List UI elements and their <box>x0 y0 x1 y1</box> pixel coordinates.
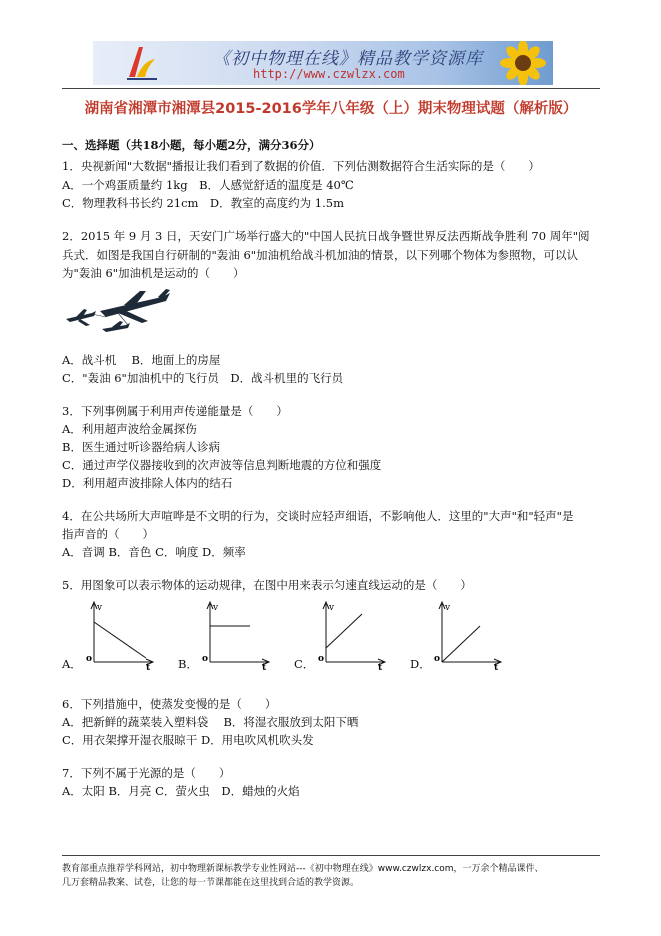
banner-title: 《初中物理在线》精品教学资源库 <box>213 49 483 69</box>
q5-graph-d <box>434 600 504 670</box>
q5-graph-a <box>86 600 156 670</box>
q5-label-b: B． <box>178 657 198 671</box>
q6-options-cd: C．用衣架撑开湿衣服晾干 D．用电吹风机吹头发 <box>62 733 314 747</box>
q2-options-ab: A．战斗机 B．地面上的房屋 <box>62 353 221 367</box>
q6-options-ab: A．把新鲜的蔬菜装入塑料袋 B．将湿衣服放到太阳下晒 <box>62 715 359 729</box>
q5-c-axis-v: v <box>329 603 335 613</box>
q5-d-axis-t: t <box>494 663 499 670</box>
q5-b-axis-v: v <box>213 603 219 613</box>
sunflower-icon <box>493 41 553 85</box>
q5-graph-c <box>318 600 388 670</box>
footer-line-1: 教育部重点推荐学科网站，初中物理新课标教学专业性网站---《初中物理在线》www.czwlzx.com，一万余个精品课件、 <box>62 864 544 874</box>
q5-d-origin: o <box>434 654 441 664</box>
q3-option-b: B．医生通过听诊器给病人诊病 <box>62 440 220 454</box>
q2-options-cd: C．"轰油 6"加油机中的飞行员 D．战斗机里的飞行员 <box>62 371 344 385</box>
refueling-aircraft-image <box>62 289 174 345</box>
q5-label-d: D． <box>410 657 431 671</box>
q5-c-origin: o <box>318 654 325 664</box>
document-title: 湖南省湘潭市湘潭县2015-2016学年八年级（上）期末物理试题（解析版） <box>84 101 578 117</box>
q5-graph-b <box>202 600 272 670</box>
q2-stem-line3: 为"轰油 6"加油机是运动的（ ） <box>62 266 245 280</box>
q4-stem-line2: 指声音的（ ） <box>62 527 154 541</box>
q3-option-c: C．通过声学仪器接收到的次声波等信息判断地震的方位和强度 <box>62 458 382 472</box>
q1-options-cd: C．物理教科书长约 21cm D．教室的高度约为 1.5m <box>62 196 345 210</box>
q5-b-origin: o <box>202 654 209 664</box>
q5-a-axis-t: t <box>146 663 151 670</box>
q3-option-a: A．利用超声波给金属探伤 <box>62 422 197 436</box>
q5-label-c: C． <box>294 657 315 671</box>
q7-options: A．太阳 B．月亮 C．萤火虫 D．蜡烛的火焰 <box>62 784 300 798</box>
banner-url[interactable]: http://www.czwlzx.com <box>253 67 405 81</box>
q4-options: A．音调 B．音色 C．响度 D．频率 <box>62 545 246 559</box>
q1-stem: 1．央视新闻"大数据"播报让我们看到了数据的价值．下列估测数据符合生活实际的是（ ） <box>62 159 540 173</box>
site-logo-icon <box>121 43 161 83</box>
q3-option-d: D．利用超声波排除人体内的结石 <box>62 476 233 490</box>
q5-label-a: A． <box>62 657 82 671</box>
q1-options-ab: A．一个鸡蛋质量约 1kg B．人感觉舒适的温度是 40℃ <box>62 178 354 192</box>
q2-stem-line1: 2．2015 年 9 月 3 日，天安门广场举行盛大的"中国人民抗日战争暨世界反法西斯战争胜利 70 周年"阅 <box>62 229 590 243</box>
q3-stem: 3．下列事例属于利用声传递能量是（ ） <box>62 404 288 418</box>
q7-stem: 7．下列不属于光源的是（ ） <box>62 766 231 780</box>
footer-line-2: 几万套精品教案、试卷，让您的每一节课都能在这里找到合适的教学资源。 <box>62 878 360 888</box>
site-banner <box>93 41 553 85</box>
q5-a-origin: o <box>86 654 93 664</box>
q2-stem-line2: 兵式．如图是我国自行研制的"轰油 6"加油机给战斗机加油的情景，以下列哪个物体为参照物，可以认 <box>62 248 579 262</box>
q5-d-axis-v: v <box>445 603 451 613</box>
q5-c-axis-t: t <box>378 663 383 670</box>
footer <box>62 862 544 890</box>
q5-b-axis-t: t <box>262 663 267 670</box>
section-heading: 一、选择题（共18小题，每小题2分，满分36分） <box>62 138 321 152</box>
footer-divider <box>62 855 600 856</box>
q4-stem-line1: 4．在公共场所大声喧哗是不文明的行为，交谈时应轻声细语，不影响他人．这里的"大声"和"轻声"是 <box>62 509 574 523</box>
header-divider <box>62 88 600 89</box>
q6-stem: 6．下列措施中，使蒸发变慢的是（ ） <box>62 697 277 711</box>
q5-a-axis-v: v <box>97 603 103 613</box>
q5-stem: 5．用图象可以表示物体的运动规律，在图中用来表示匀速直线运动的是（ ） <box>62 578 472 592</box>
